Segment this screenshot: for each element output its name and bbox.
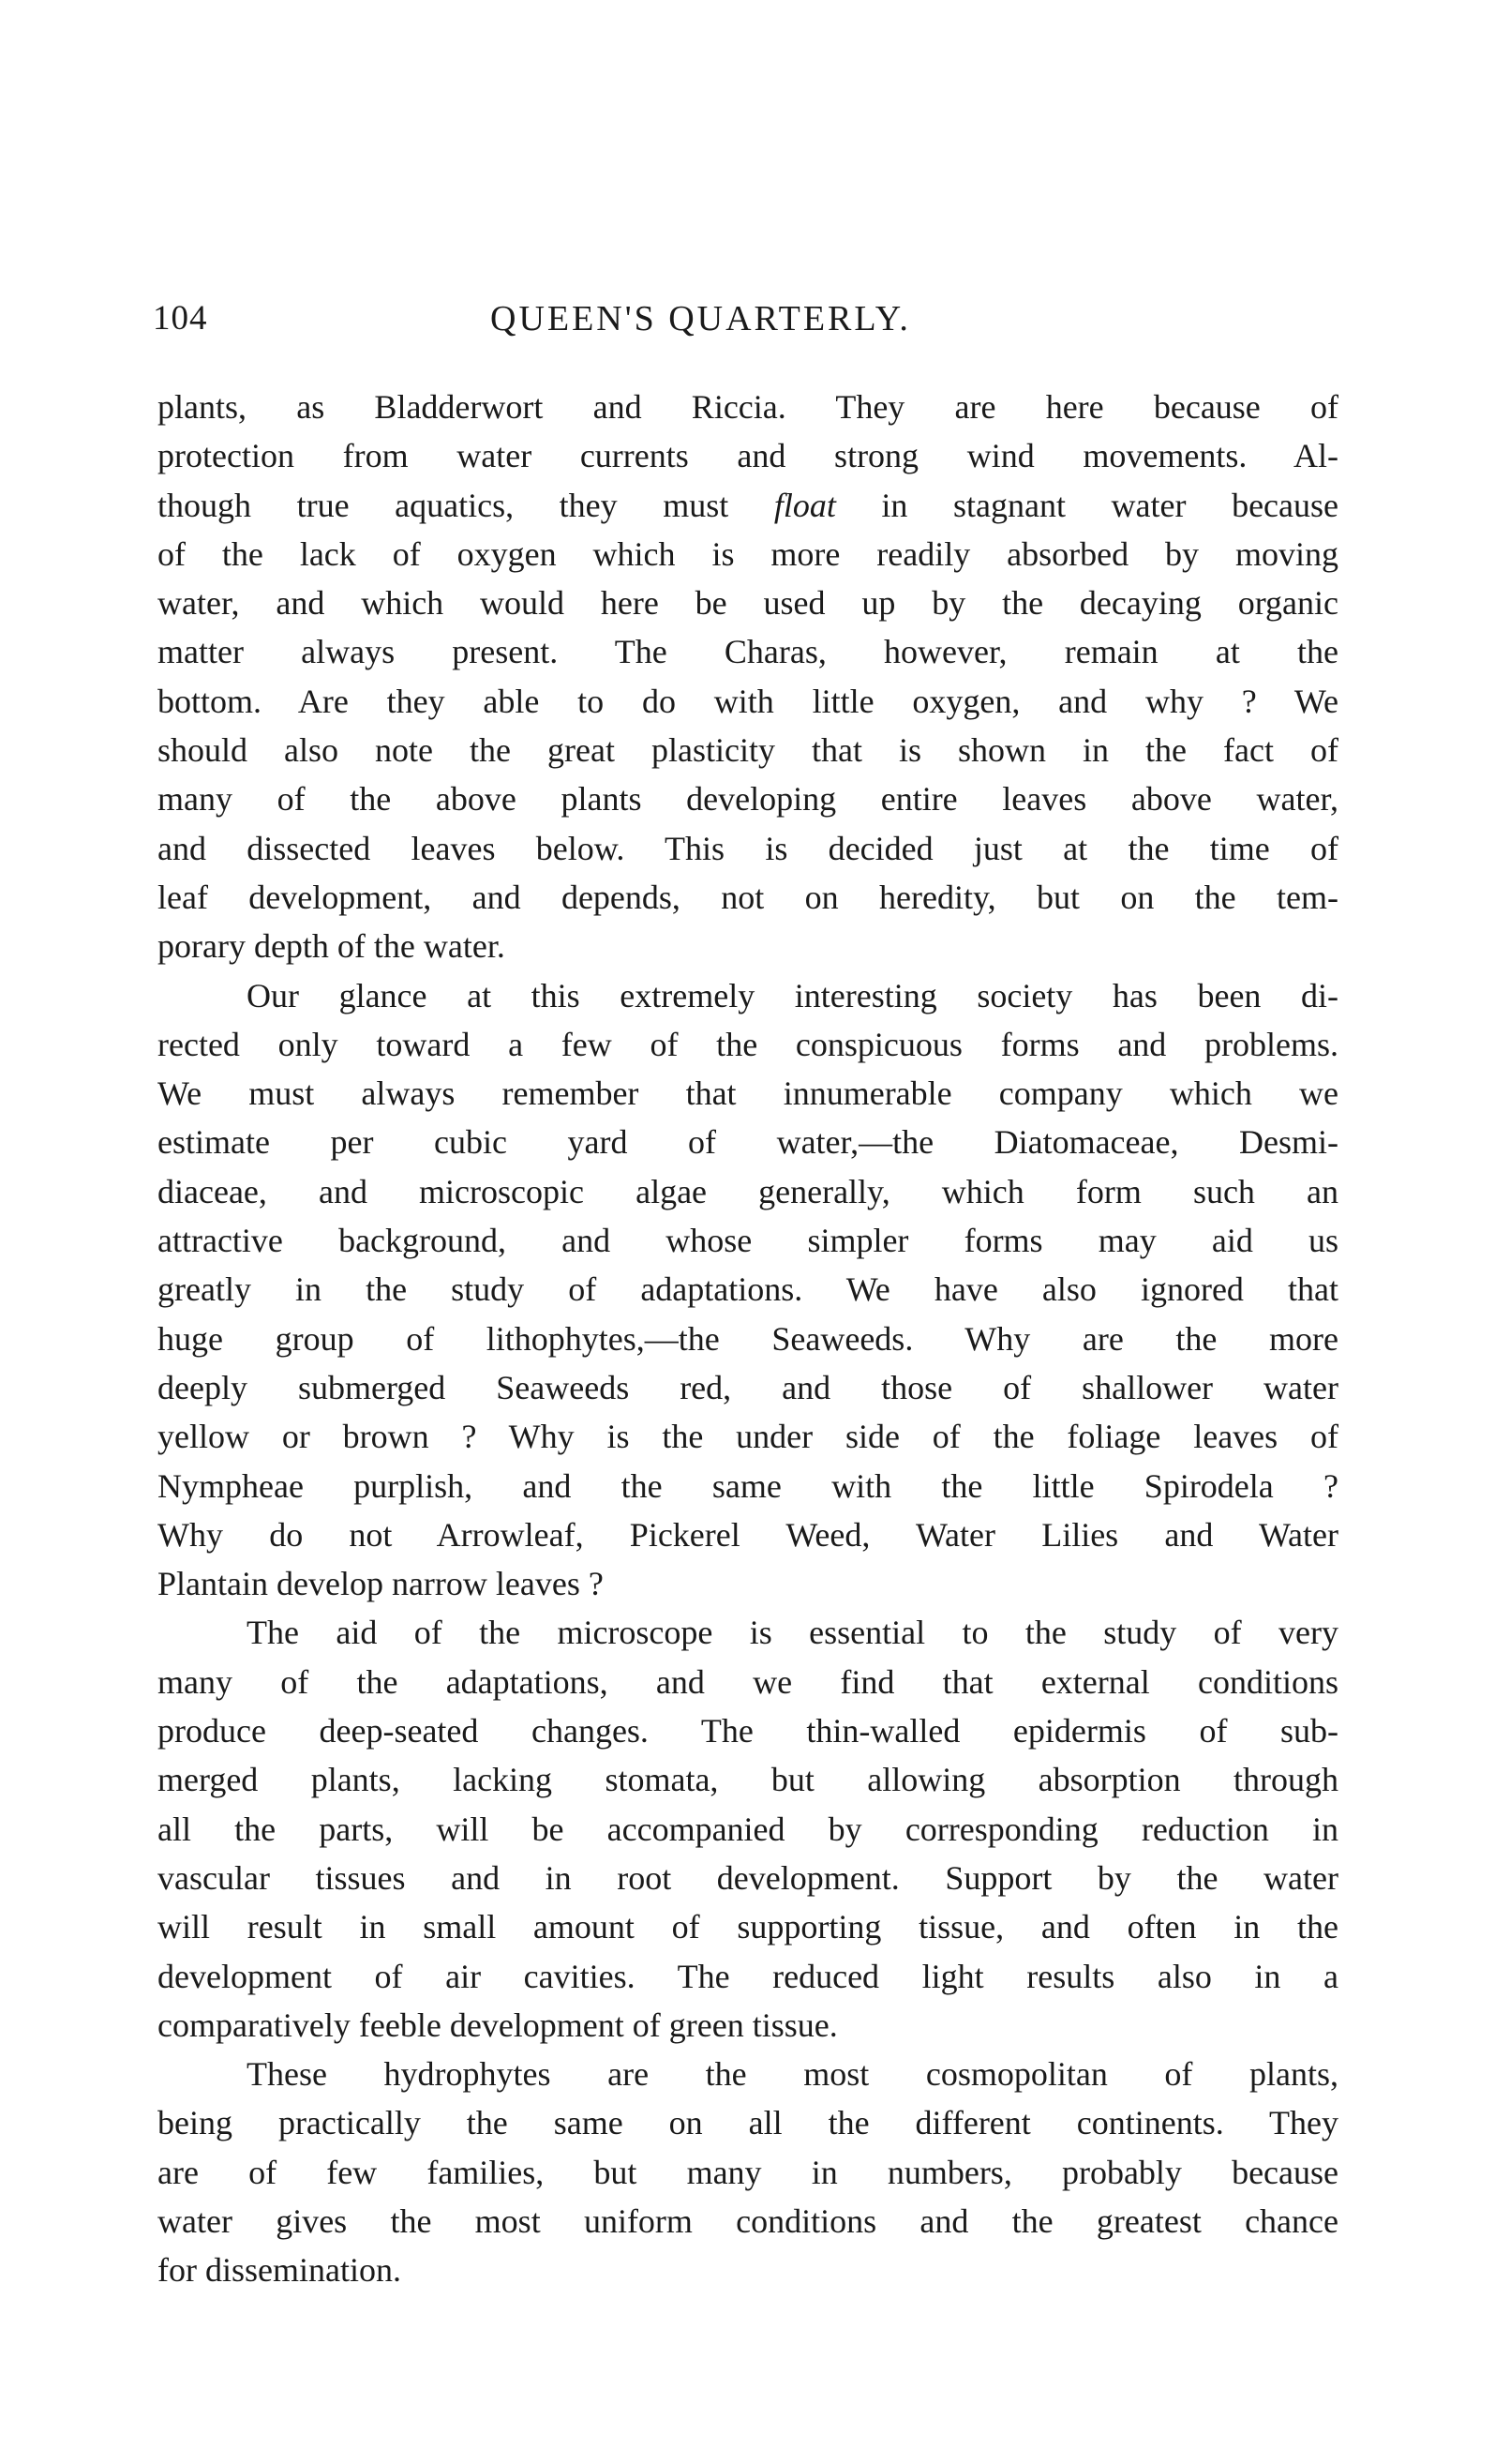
text-line: attractive background, and whose simpler forms may aid us (157, 1222, 1338, 1260)
text-line: Plantain develop narrow leaves ? (157, 1565, 604, 1603)
body-text (157, 383, 1338, 2295)
text-line: merged plants, lacking stomata, but allowing absorption through (157, 1761, 1338, 1799)
text-line: water, and which would here be used up by the decaying organic (157, 584, 1338, 623)
text-line: being practically the same on all the different continents. They (157, 2104, 1338, 2142)
text-line: should also note the great plasticity that is shown in the fact of (157, 731, 1338, 770)
text-line: and dissected leaves below. This is decided just at the time of (157, 829, 1338, 867)
text-line: matter always present. The Charas, however, remain at the (157, 633, 1338, 671)
text-line: development of air cavities. The reduced light results also in a (157, 1957, 1338, 1995)
running-head (153, 298, 1334, 351)
text-line: protection from water currents and strong wind movements. Al- (157, 437, 1338, 475)
text-line: rected only toward a few of the conspicuous forms and problems. (157, 1025, 1338, 1063)
text-line: water gives the most uniform conditions and the greatest chance (157, 2201, 1338, 2240)
text-line: porary depth of the water. (157, 927, 505, 966)
text-line: We must always remember that innumerable company which we (157, 1074, 1338, 1113)
text-line: Nympheae purplish, and the same with the little Spirodela ? (157, 1466, 1338, 1505)
text-line: though true aquatics, they must float in stagnant water because (157, 486, 1339, 524)
text-line: of the lack of oxygen which is more readily absorbed by moving (157, 534, 1338, 573)
text-line: deeply submerged Seaweeds red, and those of shallower water (157, 1368, 1338, 1406)
text-line: will result in small amount of supporting tissue, and often in the (157, 1908, 1338, 1946)
text-line: are of few families, but many in numbers, probably because (157, 2153, 1338, 2191)
text-line: Our glance at this extremely interesting society has been di- (247, 976, 1338, 1014)
text-line: Why do not Arrowleaf, Pickerel Weed, Water Lilies and Water (157, 1515, 1338, 1554)
text-line: greatly in the study of adaptations. We have also ignored that (157, 1270, 1338, 1309)
paragraph (157, 971, 1338, 1609)
text-line: vascular tissues and in root development. Support by the water (157, 1858, 1338, 1897)
text-line: many of the above plants developing entire leaves above water, (157, 780, 1338, 819)
paragraph (157, 2050, 1338, 2294)
text-line: for dissemination. (157, 2251, 401, 2290)
text-line: huge group of lithophytes,—the Seaweeds. Why are the more (157, 1319, 1338, 1358)
paragraph (157, 383, 1338, 971)
text-line: yellow or brown ? Why is the under side of the foliage leaves of (157, 1418, 1338, 1456)
running-title: QUEEN'S QUARTERLY. (490, 299, 911, 338)
italic-word: float (773, 486, 836, 524)
text-line: comparatively feeble development of green tissue. (157, 2006, 838, 2044)
page-number: 104 (153, 299, 208, 338)
text-line: diaceae, and microscopic algae generally, which form such an (157, 1172, 1338, 1210)
text-line: leaf development, and depends, not on heredity, but on the tem- (157, 878, 1338, 916)
text-line: estimate per cubic yard of water,—the Diatomaceae, Desmi- (157, 1123, 1338, 1162)
text-line: all the parts, will be accompanied by corresponding reduction in (157, 1810, 1338, 1848)
text-line: The aid of the microscope is essential to the study of very (247, 1614, 1338, 1652)
text-line: These hydrophytes are the most cosmopolitan of plants, (247, 2055, 1338, 2094)
text-line: produce deep-seated changes. The thin-walled epidermis of sub- (157, 1712, 1338, 1750)
text-line: plants, as Bladderwort and Riccia. They are here because of (157, 388, 1338, 426)
paragraph (157, 1608, 1338, 2050)
text-line: many of the adaptations, and we find that external conditions (157, 1662, 1338, 1701)
text-line: bottom. Are they able to do with little oxygen, and why ? We (157, 682, 1338, 720)
